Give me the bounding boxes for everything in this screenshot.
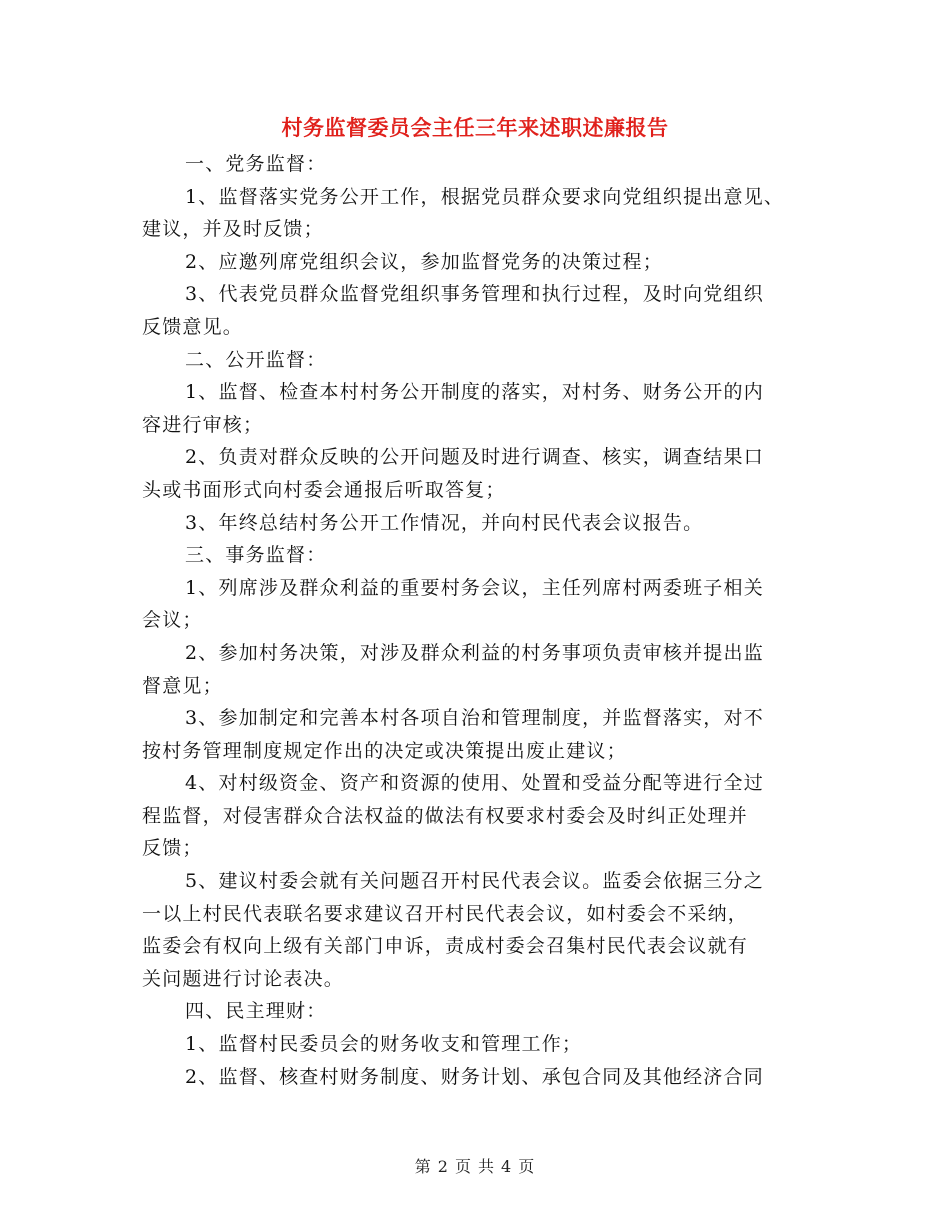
paragraph-line: 5、建议村委会就有关问题召开村民代表会议。监委会依据三分之 <box>185 870 764 893</box>
paragraph-line: 1、列席涉及群众利益的重要村务会议，主任列席村两委班子相关 <box>185 576 764 599</box>
paragraph-line-continued: 按村务管理制度规定作出的决定或决策提出废止建议； <box>142 739 627 762</box>
page-prefix: 第 <box>414 1157 432 1176</box>
section-heading-financial-management: 四、民主理财： <box>185 1000 327 1023</box>
paragraph-line: 2、应邀列席党组织会议，参加监督党务的决策过程； <box>185 250 663 273</box>
paragraph-line-continued: 监委会有权向上级有关部门申诉，责成村委会召集村民代表会议就有 <box>142 935 749 958</box>
section-heading-affairs-oversight: 三、事务监督： <box>185 544 327 567</box>
paragraph-line: 2、监督、核查村财务制度、财务计划、承包合同及其他经济合同 <box>185 1065 764 1088</box>
section-heading-public-oversight: 二、公开监督： <box>185 348 327 371</box>
section-heading-party-affairs: 一、党务监督： <box>185 153 327 175</box>
paragraph-line-continued: 一以上村民代表联名要求建议召开村民代表会议，如村委会不采纳， <box>142 902 749 925</box>
paragraph-line: 3、参加制定和完善本村各项自治和管理制度，并监督落实，对不 <box>185 707 764 730</box>
paragraph-line-continued: 关问题进行讨论表决。 <box>142 967 345 990</box>
paragraph-line-continued: 反馈； <box>142 837 203 860</box>
document-body <box>142 148 810 1093</box>
paragraph-line: 1、监督落实党务公开工作，根据党员群众要求向党组织提出意见、 <box>185 185 785 208</box>
total-prefix: 共 <box>478 1157 496 1176</box>
paragraph-line-continued: 督意见； <box>142 674 223 697</box>
paragraph-line-continued: 头或书面形式向村委会通报后听取答复； <box>142 478 506 501</box>
paragraph-line-continued: 建议，并及时反馈； <box>142 218 324 241</box>
page-word: 页 <box>454 1157 472 1176</box>
paragraph-line-continued: 程监督，对侵害群众合法权益的做法有权要求村委会及时纠正处理并 <box>142 804 749 827</box>
document-title: 村务监督委员会主任三年来述职述廉报告 <box>281 115 669 140</box>
paragraph-line: 1、监督、检查本村村务公开制度的落实，对村务、财务公开的内 <box>185 381 764 404</box>
paragraph-line: 3、代表党员群众监督党组织事务管理和执行过程，及时向党组织 <box>185 283 764 306</box>
paragraph-line-continued: 会议； <box>142 609 203 632</box>
paragraph-line: 1、监督村民委员会的财务收支和管理工作； <box>185 1033 583 1056</box>
current-page-number: 2 <box>437 1157 449 1176</box>
page-suffix: 页 <box>518 1157 536 1176</box>
paragraph-line-continued: 反馈意见。 <box>142 315 244 338</box>
page-footer <box>0 1154 950 1177</box>
paragraph-line: 2、参加村务决策，对涉及群众利益的村务事项负责审核并提出监 <box>185 641 764 664</box>
paragraph-line: 2、负责对群众反映的公开问题及时进行调查、核实，调查结果口 <box>185 446 764 469</box>
paragraph-line: 3、年终总结村务公开工作情况，并向村民代表会议报告。 <box>185 511 704 534</box>
paragraph-line-continued: 容进行审核； <box>142 413 264 436</box>
total-page-number: 4 <box>501 1157 513 1176</box>
paragraph-line: 4、对村级资金、资产和资源的使用、处置和受益分配等进行全过 <box>185 772 764 795</box>
